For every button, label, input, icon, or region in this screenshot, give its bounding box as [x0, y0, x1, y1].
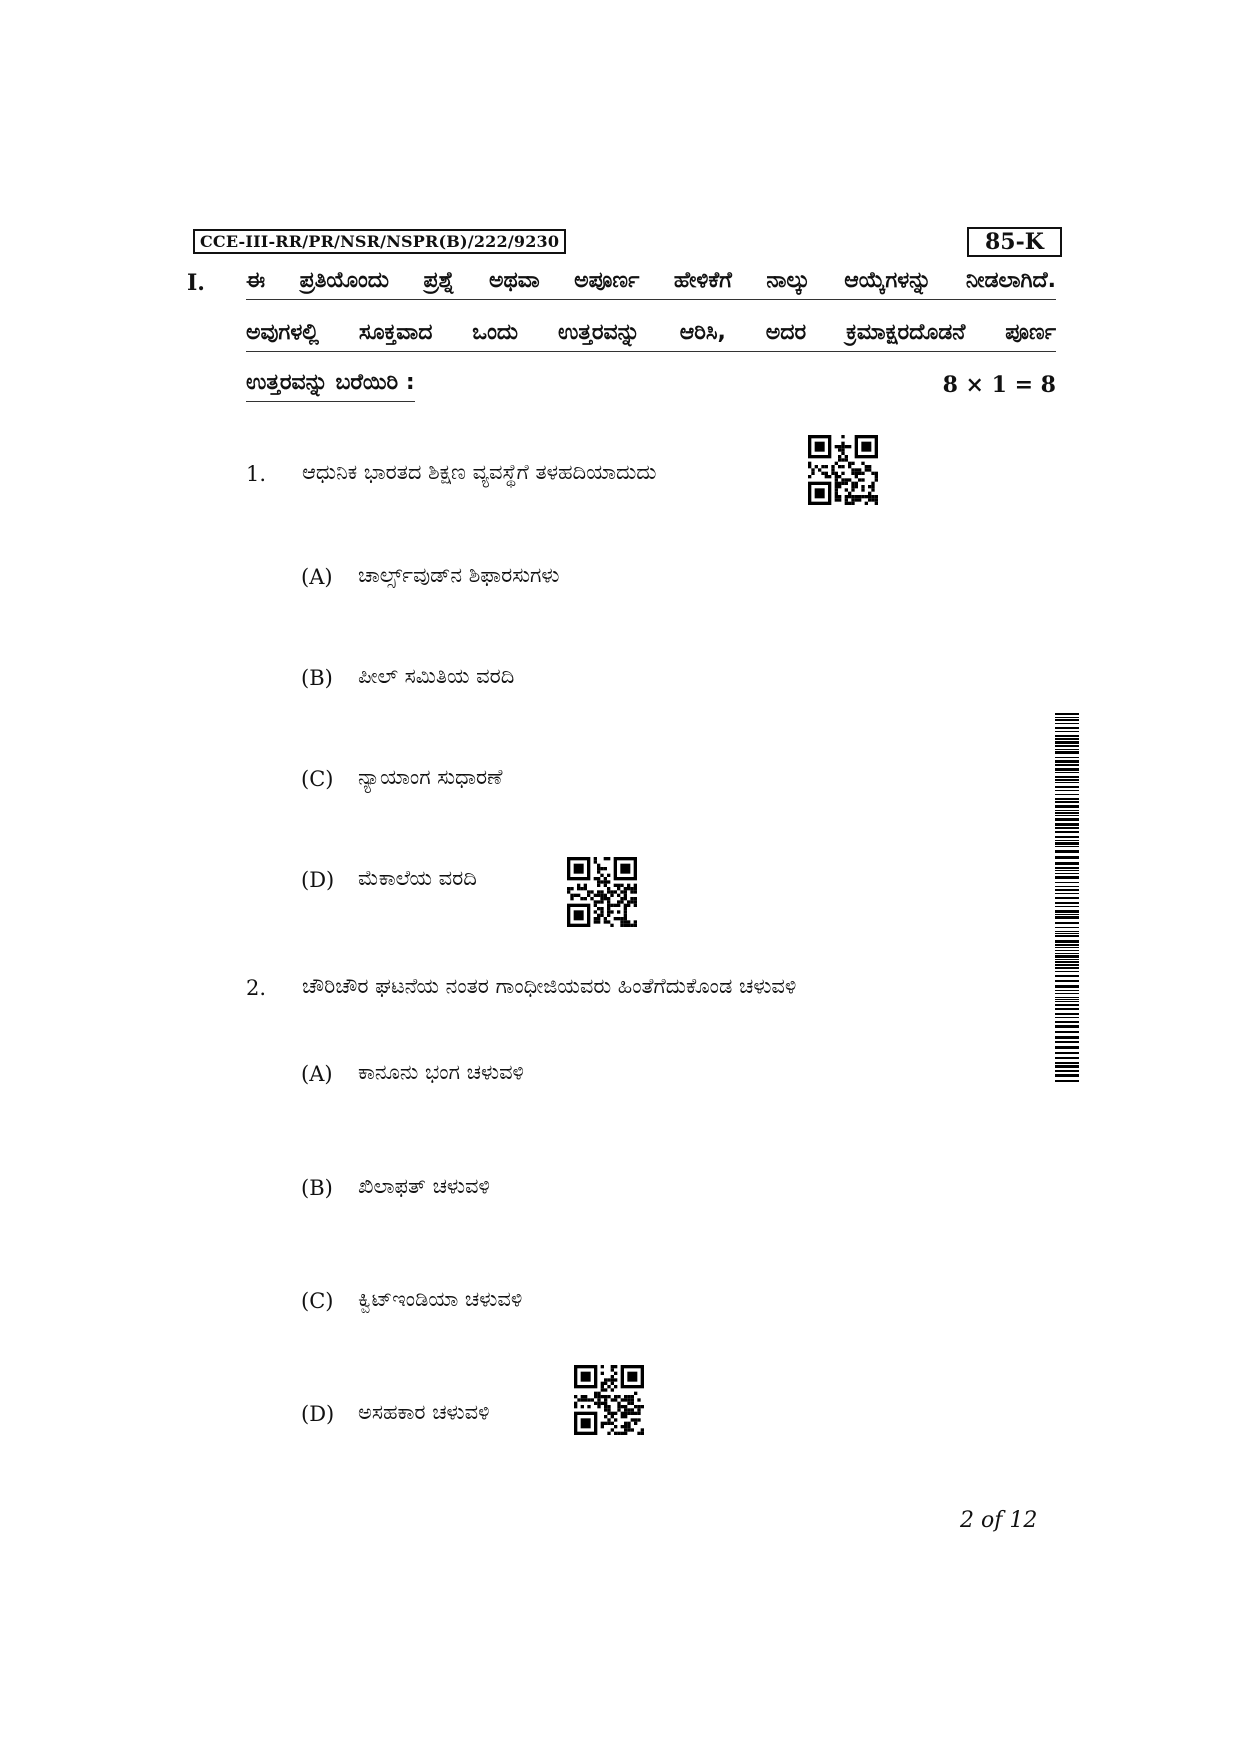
q1-option-b-text: ಪೀಲ್ ಸಮಿತಿಯ ವರದಿ: [358, 664, 515, 688]
q1-option-c-label: (C): [301, 767, 334, 791]
q2-option-a-label: (A): [301, 1062, 333, 1086]
section-number: I.: [187, 270, 205, 296]
barcode-icon: [1055, 713, 1079, 1083]
q1-option-d-text: ಮೆಕಾಲೆಯ ವರದಿ: [358, 866, 477, 890]
qr-code-icon: [808, 435, 878, 505]
q2-option-a-text: ಕಾನೂನು ಭಂಗ ಚಳುವಳಿ: [358, 1060, 524, 1084]
instruction-line-3: ಉತ್ತರವನ್ನು ಬರೆಯಿರಿ :: [246, 370, 415, 402]
instruction-line-1: ಈ ಪ್ರತಿಯೊಂದು ಪ್ರಶ್ನೆ ಅಥವಾ ಅಪೂರ್ಣ ಹೇಳಿಕೆಗೆ ನಾಲ್ಕು ಆಯ್ಕೆಗಳನ್ನು ನೀಡಲಾಗಿದೆ.: [246, 268, 1056, 300]
qr-code-icon: [574, 1365, 644, 1435]
question-1-text: ಆಧುನಿಕ ಭಾರತದ ಶಿಕ್ಷಣ ವ್ಯವಸ್ಥೆಗೆ ತಳಹದಿಯಾದುದು: [302, 460, 657, 484]
q2-option-d-label: (D): [301, 1402, 335, 1426]
qr-code-icon: [567, 857, 637, 927]
q1-option-a-label: (A): [301, 565, 333, 589]
question-1-number: 1.: [246, 462, 267, 486]
question-2-text: ಚೌರಿಚೌರ ಘಟನೆಯ ನಂತರ ಗಾಂಧೀಜಿಯವರು ಹಿಂತೆಗೆದುಕೊಂಡ ಚಳುವಳಿ: [302, 974, 797, 998]
section-marks: 8 × 1 = 8: [942, 372, 1056, 398]
q1-option-c-text: ನ್ಯಾಯಾಂಗ ಸುಧಾರಣೆ: [358, 765, 503, 789]
page-number: 2 of 12: [960, 1508, 1038, 1533]
instruction-line-2: ಅವುಗಳಲ್ಲಿ ಸೂಕ್ತವಾದ ಒಂದು ಉತ್ತರವನ್ನು ಆರಿಸಿ, ಅದರ ಕ್ರಮಾಕ್ಷರದೊಡನೆ ಪೂರ್ಣ: [246, 320, 1056, 352]
paper-code: CCE-III-RR/PR/NSR/NSPR(B)/222/9230: [193, 229, 566, 254]
q2-option-c-text: ಕ್ವಿಟ್‌ಇಂಡಿಯಾ ಚಳುವಳಿ: [358, 1287, 523, 1311]
q2-option-b-text: ಖಿಲಾಫತ್ ಚಳುವಳಿ: [358, 1174, 490, 1198]
q1-option-b-label: (B): [301, 666, 333, 690]
q1-option-d-label: (D): [301, 868, 335, 892]
q2-option-d-text: ಅಸಹಕಾರ ಚಳುವಳಿ: [358, 1400, 490, 1424]
q2-option-c-label: (C): [301, 1289, 334, 1313]
paper-id: 85-K: [967, 227, 1062, 257]
question-2-number: 2.: [246, 976, 267, 1000]
q2-option-b-label: (B): [301, 1176, 333, 1200]
q1-option-a-text: ಚಾರ್ಲ್ಸ್‌ವುಡ್‌ನ ಶಿಫಾರಸುಗಳು: [358, 563, 560, 587]
